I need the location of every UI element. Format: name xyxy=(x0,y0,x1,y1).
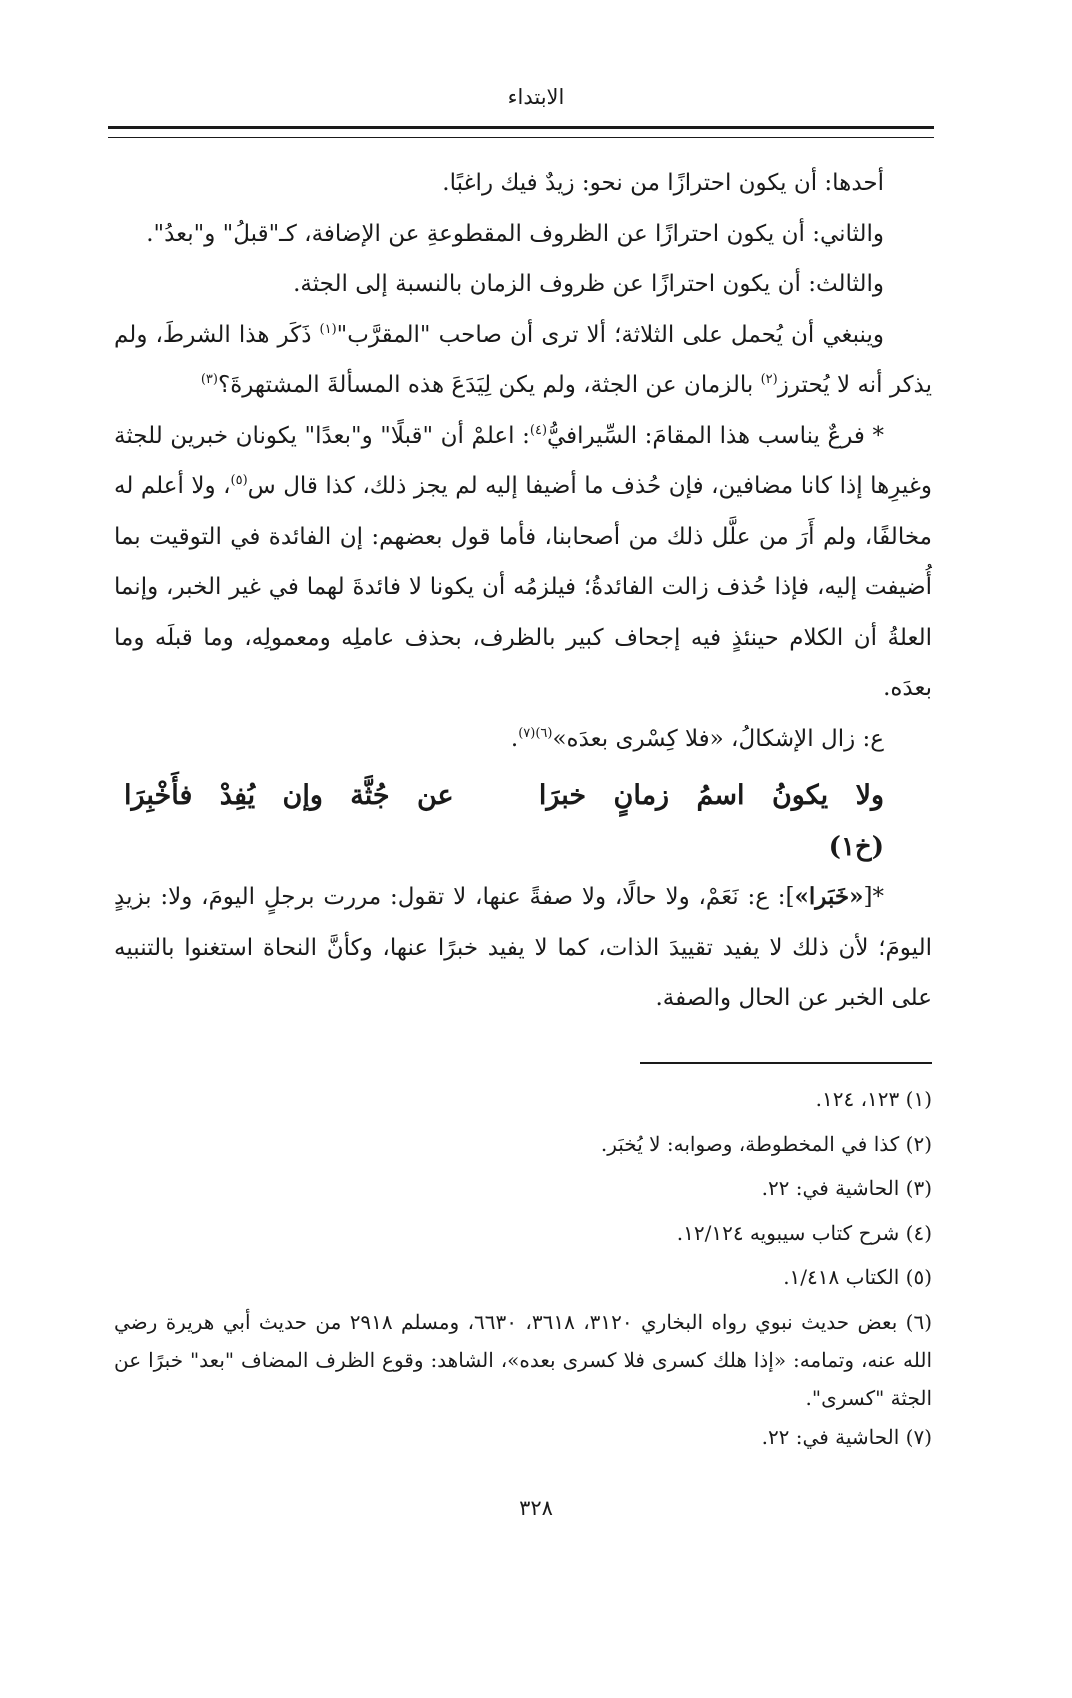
verse-number: (خ١) xyxy=(828,832,884,862)
paragraph-resolution xyxy=(114,714,932,765)
text-segment: * فرعٌ يناسب هذا المقامَ: السِّيرافيُّ xyxy=(547,422,884,449)
footnote-separator xyxy=(640,1062,932,1064)
paragraph-branch xyxy=(114,411,932,714)
running-header: الابتداء xyxy=(507,85,565,109)
text-segment: : اعلمْ أن "قبلًا" و"بعدًا" يكونان خبرين للجثة وغيرِها إذا كانا مضافين، فإن حُذف ما أضيفا إليه لم يجز ذلك، كذا قال س xyxy=(114,422,932,499)
footnote-ref-1: (١) xyxy=(319,321,337,337)
quoted-word: «خَبَرا» xyxy=(794,883,864,910)
text-segment: ذَكَر هذا الشرطَ، ولم يذكر أنه لا يُحترز xyxy=(114,321,932,398)
footnote-5: (٥) الكتاب ١/٤١٨. xyxy=(783,1265,932,1289)
paragraph-commentary xyxy=(114,310,932,411)
footnote-7: (٧) الحاشية في: ٢٢. xyxy=(761,1425,932,1449)
footnote-3: (٣) الحاشية في: ٢٢. xyxy=(761,1176,932,1200)
header-rule-thick xyxy=(108,126,934,129)
text-segment: ، ولا أعلم له مخالفًا، ولم أَرَ من علَّل ذلك من أصحابنا، فأما قول بعضهم: إن الفائدة في التوقيت بما أُضيفت إليه، فإذا حُذف زالت الفائدةُ؛ فيلزمُه أن يكونا لا فائدةَ لهما في غير الخبر، وإنما العلةُ أن الكلام حينئذٍ فيه إجحاف كبير بالظرف، بحذف عاملِه ومعمولِه، وما قبلَه وما بعدَه. xyxy=(114,473,932,701)
paragraph-second-reason: والثاني: أن يكون احترازًا عن الظروف المقطوعةِ عن الإضافة، كـ"قبلُ" و"بعدُ". xyxy=(146,220,884,247)
footnote-ref-5: (٥) xyxy=(230,473,248,488)
text-segment: بالزمان عن الجثة، ولم يكن لِيَدَعَ هذه المسألةَ المشتهرةَ؟ xyxy=(217,372,761,398)
paragraph-verse-comment xyxy=(114,872,932,1024)
main-text xyxy=(114,158,932,1024)
text-segment: . xyxy=(510,725,519,752)
footnote-2: (٢) كذا في المخطوطة، وصوابه: لا يُخبَر. xyxy=(600,1131,932,1156)
footnotes xyxy=(114,1080,932,1463)
paragraph-third-reason: والثالث: أن يكون احترازًا عن ظروف الزمان بالنسبة إلى الجثة. xyxy=(293,271,884,297)
footnote-ref-2: (٢) xyxy=(760,372,778,387)
poetry-verse xyxy=(114,770,932,822)
footnote-ref-7: (٧) xyxy=(518,725,536,741)
text-segment: وينبغي أن يُحمل على الثلاثة؛ ألا ترى أن صاحب "المقرَّب" xyxy=(336,321,884,348)
text-segment: *[ xyxy=(863,884,884,910)
footnote-1: (١) ١٢٣، ١٢٤. xyxy=(815,1087,932,1111)
text-segment: ع: زال الإشكالُ، «فلا كِسْرى بعدَه» xyxy=(552,725,884,752)
footnote-ref-3: (٣) xyxy=(200,372,218,387)
paragraph-first-reason: أحدها: أن يكون احترازًا من نحو: زيدٌ فيك راغبًا. xyxy=(442,170,884,196)
text-segment: ]: ع: نَعَمْ، ولا حالًا، ولا صفةً عنها، لا تقول: مررت برجلٍ اليومَ، ولا: بزيدٍ اليومَ؛ لأن ذلك لا يفيد تقييدَ الذات، كما لا يفيد خبرًا عنها، وكأنَّ النحاة استغنوا بالتنبيه على الخبر عن الحال والصفة. xyxy=(114,884,932,1011)
verse-hemistich-second: عن جُثَّة وإن يُفِدْ فأَخْبِرَا xyxy=(124,780,454,811)
footnote-ref-6: (٦) xyxy=(535,725,553,741)
footnote-ref-4: (٤) xyxy=(529,422,548,438)
footnote-6: (٦) بعض حديث نبوي رواه البخاري ٣١٢٠، ٣٦١٨، ٦٦٣٠، ومسلم ٢٩١٨ من حديث أبي هريرة رضي الله عنه، وتمامه: «إذا هلك كسرى فلا كسرى بعده»، الشاهد: وقوع الظرف المضاف "بعد" خبرًا عن الجثة "كسرى". xyxy=(114,1309,933,1410)
verse-hemistich-first: ولا يكونُ اسمُ زمانٍ خبرَا xyxy=(538,780,884,811)
header-rule-thin xyxy=(108,137,934,138)
footnote-4: (٤) شرح كتاب سيبويه ١٢/١٢٤. xyxy=(676,1220,932,1245)
page-number: ٣٢٨ xyxy=(519,1496,553,1520)
